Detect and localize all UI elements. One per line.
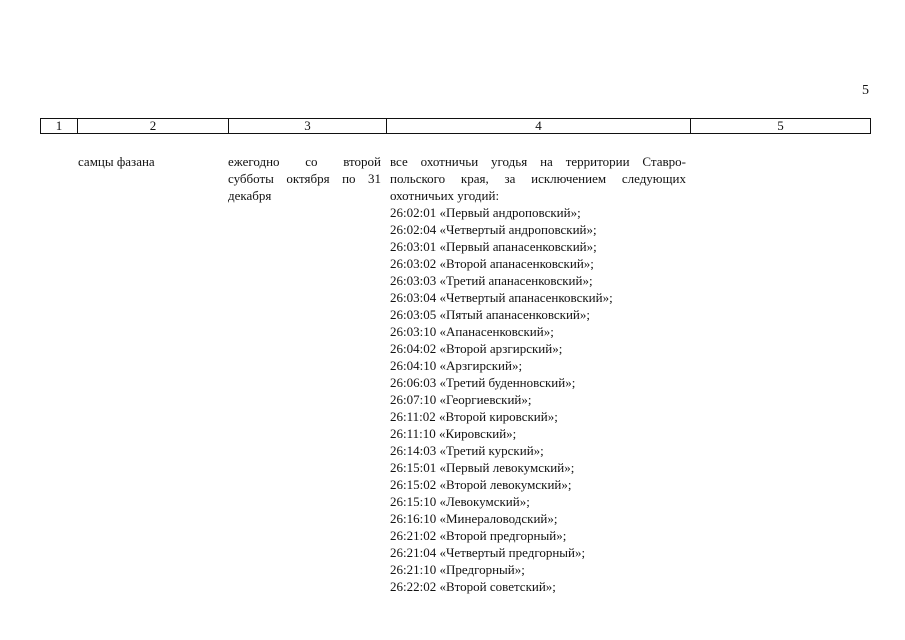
page-number: 5 (862, 83, 869, 98)
list-item: 26:11:02 «Второй кировский»; (390, 409, 558, 424)
area-intro-line: все охотничьи угодья на территории Ставро- (390, 154, 686, 169)
excluded-grounds-list (390, 204, 686, 595)
list-item: 26:03:02 «Второй апанасенковский»; (390, 256, 594, 271)
area-intro-line: охотничьих угодий: (390, 188, 500, 203)
list-item: 26:03:10 «Апанасенковский»; (390, 324, 554, 339)
list-item: 26:21:04 «Четвертый предгорный»; (390, 545, 586, 560)
list-item: 26:14:03 «Третий курский»; (390, 443, 544, 458)
area-intro-line: польского края, за исключением следующих (390, 171, 686, 186)
header-col-2: 2 (78, 119, 229, 133)
table-header-row (40, 118, 871, 134)
list-item: 26:16:10 «Минераловодский»; (390, 511, 558, 526)
area-intro (390, 153, 686, 204)
header-col-1: 1 (41, 119, 78, 133)
list-item: 26:15:01 «Первый левокумский»; (390, 460, 575, 475)
list-item: 26:11:10 «Кировский»; (390, 426, 517, 441)
list-item: 26:21:10 «Предгорный»; (390, 562, 525, 577)
list-item: 26:03:01 «Первый апанасенковский»; (390, 239, 597, 254)
list-item: 26:15:10 «Левокумский»; (390, 494, 530, 509)
list-item: 26:07:10 «Георгиевский»; (390, 392, 532, 407)
list-item: 26:03:03 «Третий апанасенковский»; (390, 273, 593, 288)
header-col-4: 4 (387, 119, 691, 133)
header-col-5: 5 (777, 118, 784, 133)
list-item: 26:02:01 «Первый андроповский»; (390, 205, 581, 220)
list-item: 26:22:02 «Второй советский»; (390, 579, 556, 594)
list-item: 26:03:05 «Пятый апанасенковский»; (390, 307, 591, 322)
hunting-area-cell (390, 153, 686, 595)
list-item: 26:03:04 «Четвертый апанасенковский»; (390, 290, 613, 305)
list-item: 26:04:10 «Арзгирский»; (390, 358, 523, 373)
species-cell: самцы фазана (78, 154, 155, 169)
list-item: 26:02:04 «Четвертый андроповский»; (390, 222, 597, 237)
list-item: 26:04:02 «Второй арзгирский»; (390, 341, 563, 356)
list-item: 26:21:02 «Второй предгорный»; (390, 528, 567, 543)
list-item: 26:15:02 «Второй левокумский»; (390, 477, 572, 492)
hunting-period-cell: ежегодно со второй субботы октября по 31 декабря (228, 154, 381, 203)
header-col-3: 3 (229, 119, 387, 133)
list-item: 26:06:03 «Третий буденновский»; (390, 375, 576, 390)
